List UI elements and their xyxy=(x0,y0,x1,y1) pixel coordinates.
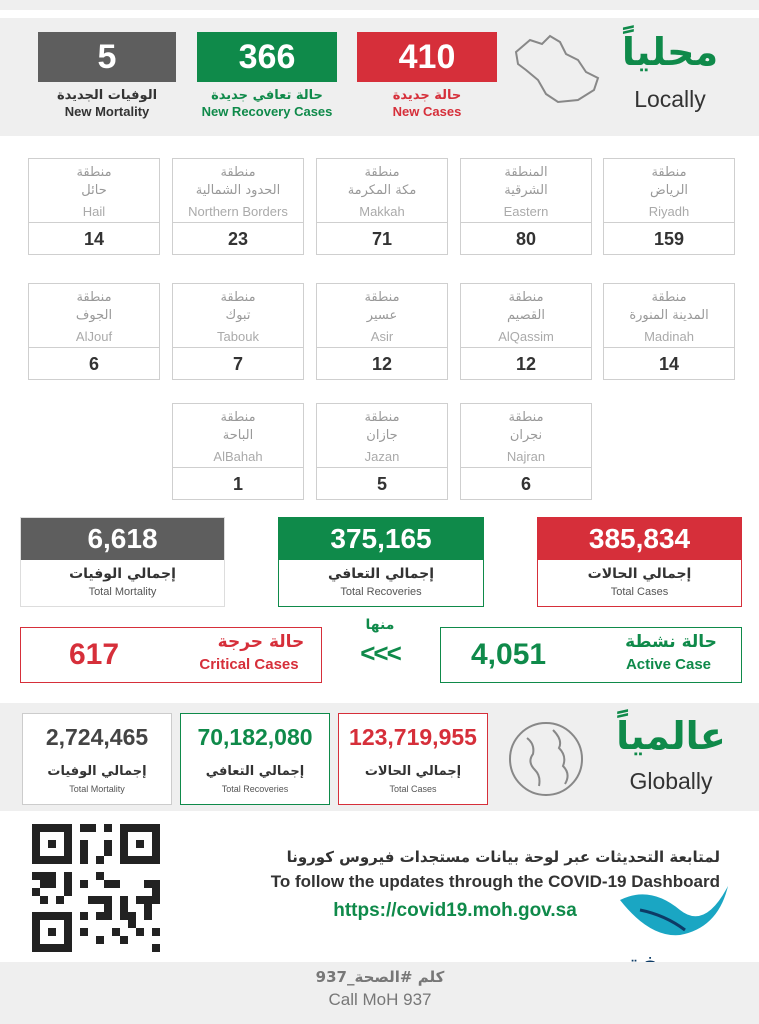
region-value: 14 xyxy=(29,222,159,255)
new-cases-label-en: New Cases xyxy=(392,104,462,119)
new-cases-label-ar: حالة جديدة xyxy=(392,88,462,103)
region-name-en: Najran xyxy=(506,449,546,464)
region-card xyxy=(460,158,592,255)
region-label-ar: منطقة xyxy=(364,410,400,425)
call-label-ar: كلم #الصحة_937 xyxy=(315,968,445,986)
region-name-ar: الجوف xyxy=(75,308,113,323)
region-name-en: Hail xyxy=(82,204,106,219)
arrows-icon: <<< xyxy=(360,638,400,668)
new-recovery-label-en: New Recovery Cases xyxy=(201,104,333,119)
region-name-en: AlJouf xyxy=(75,329,113,344)
region-value: 1 xyxy=(173,467,303,500)
region-name-ar: جازان xyxy=(366,428,398,443)
total-mortality-card xyxy=(20,517,225,607)
top-header-band xyxy=(0,0,759,10)
critical-cases-label-ar: حالة حرجة xyxy=(217,632,305,652)
active-cases-value: 4,051 xyxy=(471,638,547,671)
region-card xyxy=(172,403,304,500)
total-recoveries-label-ar: إجمالي التعافي xyxy=(327,566,435,582)
critical-cases-card xyxy=(20,627,322,683)
region-card xyxy=(316,283,448,380)
global-cases-card xyxy=(338,713,488,805)
region-label-ar: المنطقة xyxy=(504,165,548,180)
global-mortality-label-ar: إجمالي الوفيات xyxy=(47,764,147,779)
region-card xyxy=(603,283,735,380)
total-cases-label-en: Total Cases xyxy=(610,586,669,598)
locally-title-en: Locally xyxy=(634,86,706,112)
qr-code-icon xyxy=(32,824,160,952)
global-cases-label-ar: إجمالي الحالات xyxy=(364,764,462,779)
region-card xyxy=(316,403,448,500)
new-cases-value: 410 xyxy=(357,32,497,82)
region-name-ar: نجران xyxy=(509,428,543,443)
of-which-label: منها xyxy=(365,617,395,633)
region-name-en: Makkah xyxy=(359,204,405,219)
region-card xyxy=(460,283,592,380)
region-name-ar: تبوك xyxy=(225,308,251,323)
total-mortality-label-en: Total Mortality xyxy=(88,586,157,598)
region-label-ar: منطقة xyxy=(220,290,256,305)
total-recoveries-label-en: Total Recoveries xyxy=(340,586,422,598)
region-value: 80 xyxy=(461,222,591,255)
saudi-map-icon xyxy=(508,30,603,108)
region-name-ar: الحدود الشمالية xyxy=(195,183,281,198)
total-mortality-label-ar: إجمالي الوفيات xyxy=(69,566,176,582)
global-recoveries-label-en: Total Recoveries xyxy=(221,784,289,794)
region-card xyxy=(172,283,304,380)
total-cases-label-ar: إجمالي الحالات xyxy=(587,566,692,582)
dashboard-link[interactable]: https://covid19.moh.gov.sa xyxy=(333,900,577,921)
new-mortality-label-en: New Mortality xyxy=(64,104,150,119)
region-card xyxy=(172,158,304,255)
total-recoveries-card xyxy=(278,517,484,607)
global-recoveries-label-ar: إجمالي التعافي xyxy=(205,764,305,779)
region-value: 23 xyxy=(173,222,303,255)
region-value: 6 xyxy=(29,347,159,380)
region-name-ar: حائل xyxy=(81,183,107,198)
region-value: 7 xyxy=(173,347,303,380)
total-cases-value: 385,834 xyxy=(538,518,741,560)
region-name-en: Northern Borders xyxy=(188,204,288,219)
region-value: 6 xyxy=(461,467,591,500)
region-name-ar: مكة المكرمة xyxy=(347,183,417,198)
region-name-en: Eastern xyxy=(503,204,549,219)
globe-icon xyxy=(505,718,587,800)
new-mortality-value: 5 xyxy=(38,32,176,82)
global-recoveries-card xyxy=(180,713,330,805)
region-card xyxy=(28,283,160,380)
region-card xyxy=(603,158,735,255)
global-recoveries-value: 70,182,080 xyxy=(197,724,313,750)
critical-cases-value: 617 xyxy=(69,638,120,671)
region-label-ar: منطقة xyxy=(364,165,400,180)
global-mortality-label-en: Total Mortality xyxy=(69,784,125,794)
new-recovery-value: 366 xyxy=(197,32,337,82)
region-value: 14 xyxy=(604,347,734,380)
region-value: 159 xyxy=(604,222,734,255)
active-cases-card xyxy=(440,627,742,683)
critical-cases-label-en: Critical Cases xyxy=(199,656,299,673)
new-mortality-label-ar: الوفيات الجديدة xyxy=(56,88,158,103)
active-cases-label-ar: حالة نشطة xyxy=(625,632,717,652)
region-value: 12 xyxy=(461,347,591,380)
region-label-ar: منطقة xyxy=(76,165,112,180)
region-name-ar: الشرقية xyxy=(504,183,548,198)
region-card xyxy=(460,403,592,500)
global-mortality-value: 2,724,465 xyxy=(45,724,149,750)
region-label-ar: منطقة xyxy=(651,165,687,180)
total-cases-card xyxy=(537,517,742,607)
follow-text-ar: لمتابعة التحديثات عبر لوحة بيانات مستجدات فيروس كورونا xyxy=(286,848,720,866)
region-name-en: Tabouk xyxy=(217,329,259,344)
region-name-ar: القصيم xyxy=(507,308,545,323)
active-cases-label-en: Active Case xyxy=(625,656,712,673)
region-label-ar: منطقة xyxy=(651,290,687,305)
region-label-ar: منطقة xyxy=(220,410,256,425)
call-label-en: Call MoH 937 xyxy=(328,990,432,1009)
global-cases-label-en: Total Cases xyxy=(389,784,437,794)
region-label-ar: منطقة xyxy=(508,290,544,305)
total-recoveries-value: 375,165 xyxy=(279,518,483,560)
region-name-ar: المدينة المنورة xyxy=(629,308,709,323)
region-value: 12 xyxy=(317,347,447,380)
region-name-en: AlBahah xyxy=(213,449,263,464)
region-label-ar: منطقة xyxy=(364,290,400,305)
locally-title-ar: محلياً xyxy=(621,30,719,74)
global-mortality-card xyxy=(22,713,172,805)
region-name-ar: الباحة xyxy=(222,428,254,443)
region-value: 71 xyxy=(317,222,447,255)
globally-title-en: Globally xyxy=(629,768,713,794)
region-name-en: Jazan xyxy=(364,449,400,464)
total-mortality-value: 6,618 xyxy=(21,518,224,560)
hatoon-logo-icon xyxy=(610,880,735,950)
new-recovery-label-ar: حالة تعافي جديدة xyxy=(211,88,323,103)
region-name-ar: الرياض xyxy=(649,183,689,198)
globally-title-ar: عالمياً xyxy=(616,714,726,758)
region-card xyxy=(28,158,160,255)
region-label-ar: منطقة xyxy=(508,410,544,425)
region-name-ar: عسير xyxy=(366,308,398,323)
region-name-en: Madinah xyxy=(644,329,694,344)
region-label-ar: منطقة xyxy=(76,290,112,305)
region-label-ar: منطقة xyxy=(220,165,256,180)
global-cases-value: 123,719,955 xyxy=(349,724,477,750)
region-card xyxy=(316,158,448,255)
region-name-en: Riyadh xyxy=(648,204,690,219)
follow-text-en: To follow the updates through the COVID-19 Dashboard xyxy=(270,872,720,891)
region-name-en: Asir xyxy=(370,329,394,344)
region-name-en: AlQassim xyxy=(498,329,554,344)
region-value: 5 xyxy=(317,467,447,500)
